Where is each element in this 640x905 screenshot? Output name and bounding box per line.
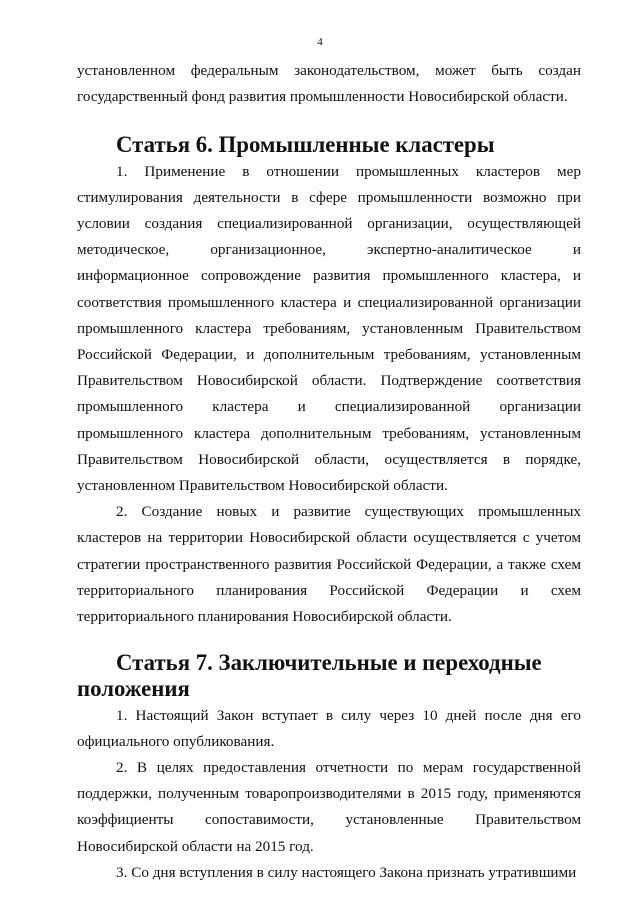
article-6: [77, 132, 581, 630]
article-6-heading: Статья 6. Промышленные кластеры: [116, 132, 495, 158]
section-spacer: [77, 630, 581, 650]
article-7-paragraph-3: 3. Со дня вступления в силу настоящего Закона признать утратившими: [116, 863, 577, 881]
article-7: [77, 650, 581, 886]
article-7-heading: Статья 7. Заключительные и переходные положения: [77, 650, 542, 702]
document-body: [77, 58, 581, 886]
article-6-paragraph-2: 2. Создание новых и развитие существующих промышленных кластеров на территории Новосибирской области осуществляется с учетом стратегии пространственного развития Российской Федерации, а также схем территориального планирования Российской Федерации и схем территориального планирования Новосибирской области.: [77, 503, 581, 626]
intro-paragraph: установленном федеральным законодательством, может быть создан государственный фонд развития промышленности Новосибирской области.: [77, 62, 581, 106]
section-spacer: [77, 110, 581, 132]
article-7-paragraph-1: 1. Настоящий Закон вступает в силу через 10 дней после дня его официального опубликования.: [77, 706, 581, 750]
page-number: 4: [317, 36, 323, 48]
article-6-paragraph-1: 1. Применение в отношении промышленных кластеров мер стимулирования деятельности в сфере промышленности возможно при условии создания специализированной организации, осуществляющей методическое, организационное, экспертно-аналитическое и информационное сопровождение развития промышленного кластера, и соответствия промышленного кластера и специализированной организации промышленного кластера требованиям, установленным Правительством Российской Федерации, и дополнительным требованиям, установленным Правительством Новосибирской области. Подтверждение соответствия промышленного кластера и специализированной организации промышленного кластера дополнительным требованиям, установленным Правительством Новосибирской области, осуществляется в порядке, установленном Правительством Новосибирской области.: [77, 162, 581, 495]
article-7-paragraph-2: 2. В целях предоставления отчетности по мерам государственной поддержки, полученным товаропроизводителями в 2015 году, применяются коэффициенты сопоставимости, установленные Правительством Новосибирской области на 2015 год.: [77, 759, 581, 855]
